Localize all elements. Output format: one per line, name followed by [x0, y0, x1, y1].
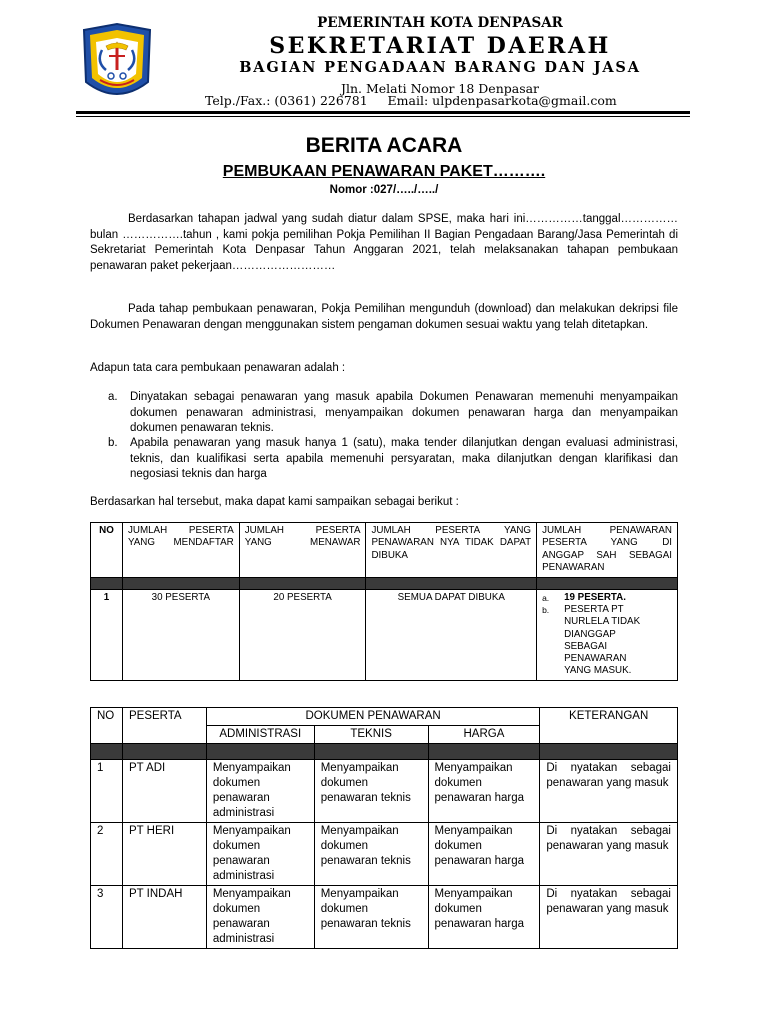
- paragraph-schedule: Berdasarkan tahapan jadwal yang sudah diatur dalam SPSE, maka hari ini……………tanggal……………bulan …………….tahun , kami pokja pemilihan Pokja Pemilihan II Bagian Pengadaan Barang/Jasa Pemerintah di Sekretariat Pemerintah Kota Denpasar Tahun Anggaran 2021, telah melaksanakan tahapan pembukaan penawaran paket pekerjaan………………………: [90, 213, 678, 273]
- table-header-cell: JUMLAH PENAWARAN PESERTA YANG DI ANGGAP SAH SEBAGAI PENAWARAN: [537, 523, 678, 578]
- table-header-cell: NO: [91, 708, 123, 744]
- price-document: Menyampaikan dokumen penawaran harga: [428, 886, 540, 949]
- valid-bid-text: 19 PESERTA.: [564, 591, 626, 603]
- remark: Di nyatakan sebagai penawaran yang masuk: [540, 760, 678, 823]
- office-address: Jln. Melati Nomor 18 Denpasar: [340, 81, 540, 96]
- document-title: BERITA ACARA: [305, 134, 463, 157]
- document-number: Nomor :027/…../…../: [329, 184, 439, 196]
- list-item-text: Dinyatakan sebagai penawaran yang masuk apabila Dokumen Penawaran memenuhi menyampaikan dokumen penawaran administrasi, menyampaikan dokumen penawaran harga dan menyampaikan dokumen penawaran teknis.: [130, 391, 678, 435]
- office-name: SEKRETARIAT DAERAH: [269, 33, 611, 59]
- participant-name: PT INDAH: [122, 886, 206, 949]
- price-document: Menyampaikan dokumen penawaran harga: [428, 823, 540, 886]
- shaded-separator-row: [91, 577, 678, 589]
- table-header-cell: JUMLAH PESERTA YANG MENAWAR: [239, 523, 366, 578]
- table-header-cell: NO: [91, 523, 123, 578]
- list-item: [108, 390, 678, 437]
- remark: Di nyatakan sebagai penawaran yang masuk: [540, 823, 678, 886]
- technical-document: Menyampaikan dokumen penawaran teknis: [314, 886, 428, 949]
- row-number: 3: [91, 886, 123, 949]
- list-marker: b.: [108, 437, 118, 449]
- remark: Di nyatakan sebagai penawaran yang masuk: [540, 886, 678, 949]
- price-document: Menyampaikan dokumen penawaran harga: [428, 760, 540, 823]
- paragraph-summary-intro: Berdasarkan hal tersebut, maka dapat kami sampaikan sebagai berikut :: [90, 496, 459, 508]
- table-header-cell: JUMLAH PESERTA YANG PENAWARAN NYA TIDAK DAPAT DIBUKA: [366, 523, 537, 578]
- unopened-count: SEMUA DAPAT DIBUKA: [366, 589, 537, 680]
- admin-document: Menyampaikan dokumen penawaran administrasi: [206, 760, 314, 823]
- valid-bid-text: PESERTA PT NURLELA TIDAK DIANGGAP SEBAGAI PENAWARAN YANG MASUK.: [564, 603, 641, 677]
- division-name: BAGIAN PENGADAAN BARANG DAN JASA: [239, 59, 641, 76]
- city-emblem-logo: [76, 20, 158, 108]
- paragraph-download: Pada tahap pembukaan penawaran, Pokja Pemilihan mengunduh (download) dan melakukan dekripsi file Dokumen Penawaran dengan menggunakan sistem pengaman dokumen sesuai waktu yang telah ditetapkan.: [90, 303, 678, 331]
- shaded-separator-row: [91, 744, 678, 760]
- valid-bids-cell: [537, 589, 678, 680]
- table-header-cell: PESERTA: [122, 708, 206, 744]
- table-row: [91, 760, 678, 823]
- table-row: [91, 886, 678, 949]
- technical-document: Menyampaikan dokumen penawaran teknis: [314, 823, 428, 886]
- paragraph-procedure-intro: Adapun tata cara pembukaan penawaran adalah :: [90, 362, 346, 374]
- table-header-cell: DOKUMEN PENAWARAN: [206, 708, 540, 726]
- list-item-text: Apabila penawaran yang masuk hanya 1 (satu), maka tender dilanjutkan dengan evaluasi administrasi, teknis, dan kualifikasi serta apabila memenuhi persyaratan, maka dilanjutkan dengan klarifikasi dan negosiasi teknis dan harga: [130, 437, 678, 481]
- table-row: [91, 823, 678, 886]
- bidding-count: 20 PESERTA: [239, 589, 366, 680]
- valid-bid-item: [542, 592, 672, 604]
- row-number: 1: [91, 760, 123, 823]
- list-marker: a.: [108, 391, 118, 403]
- row-number: 2: [91, 823, 123, 886]
- government-name: PEMERINTAH KOTA DENPASAR: [317, 15, 563, 31]
- table-row: [91, 589, 678, 680]
- list-marker: b.: [542, 604, 550, 615]
- admin-document: Menyampaikan dokumen penawaran administrasi: [206, 823, 314, 886]
- list-marker: a.: [542, 592, 550, 603]
- valid-bid-item: [542, 604, 652, 678]
- document-subtitle: PEMBUKAAN PENAWARAN PAKET……….: [222, 163, 546, 180]
- participant-name: PT ADI: [122, 760, 206, 823]
- technical-document: Menyampaikan dokumen penawaran teknis: [314, 760, 428, 823]
- table-header-cell: TEKNIS: [314, 726, 428, 744]
- table-header-cell: JUMLAH PESERTA YANG MENDAFTAR: [122, 523, 239, 578]
- bid-documents-table: [90, 707, 678, 949]
- table-header-row: [91, 708, 678, 726]
- row-number: 1: [91, 589, 123, 680]
- table-header-cell: ADMINISTRASI: [206, 726, 314, 744]
- admin-document: Menyampaikan dokumen penawaran administrasi: [206, 886, 314, 949]
- participant-summary-table: [90, 522, 678, 681]
- office-contact: Telp./Fax.: (0361) 226781 Email: ulpdenpasarkota@gmail.com: [205, 93, 617, 108]
- registered-count: 30 PESERTA: [122, 589, 239, 680]
- participant-name: PT HERI: [122, 823, 206, 886]
- table-header-row: [91, 523, 678, 578]
- table-header-cell: HARGA: [428, 726, 540, 744]
- letterhead-rule-thick: [76, 111, 690, 114]
- table-header-cell: KETERANGAN: [540, 708, 678, 744]
- list-item: [108, 436, 678, 483]
- letterhead-rule-thin: [76, 116, 690, 117]
